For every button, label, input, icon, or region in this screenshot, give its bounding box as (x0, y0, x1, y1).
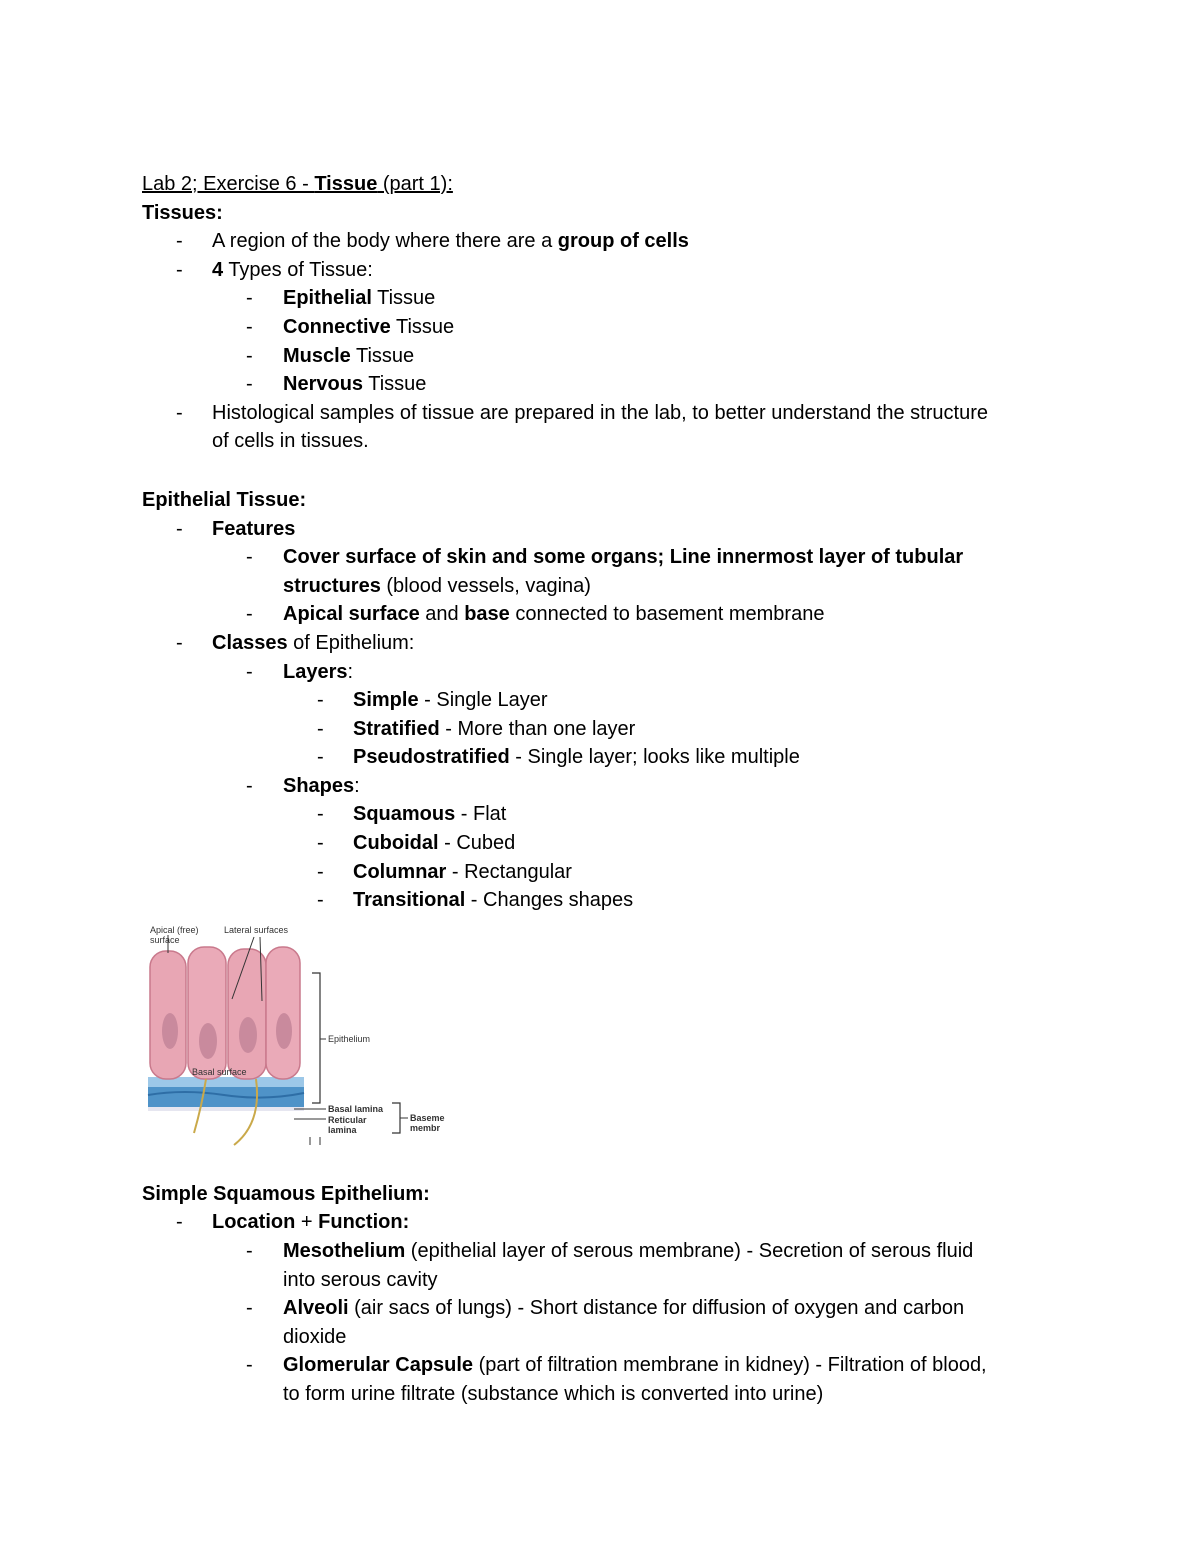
list-item-continuation: structures (blood vessels, vagina) (283, 574, 591, 597)
list-item: - Simple - Single Layer (317, 689, 548, 712)
list-item-continuation: into serous cavity (283, 1268, 438, 1291)
list-item-continuation: of cells in tissues. (212, 430, 369, 453)
list-item: - A region of the body where there are a group of cells (176, 230, 689, 253)
list-item: - Shapes: (246, 774, 360, 797)
simple-squamous-heading: Simple Squamous Epithelium: (142, 1182, 430, 1205)
list-item: - Cover surface of skin and some organs; Line innermost layer of tubular (246, 546, 964, 569)
label-basal-surface: Basal surface (192, 1066, 247, 1077)
epithelium-diagram (144, 923, 454, 1148)
tissues-heading: Tissues: (142, 201, 223, 224)
list-item: - Features (176, 517, 296, 540)
list-item: - Transitional - Changes shapes (317, 889, 634, 912)
list-item: - Muscle Tissue (246, 344, 415, 367)
label-basal-lamina: Basal lamina (328, 1103, 384, 1114)
list-item-continuation: dioxide (283, 1325, 347, 1348)
list-item: - Glomerular Capsule (part of filtration membrane in kidney) - Filtration of blood, (246, 1354, 987, 1377)
list-item: - Layers: (246, 660, 354, 683)
list-item: - Connective Tissue (246, 315, 455, 338)
document-title (142, 170, 1062, 199)
title-underlined: Lab 2; Exercise 6 - Tissue (part 1): (142, 173, 453, 195)
list-item: - 4 Types of Tissue: (176, 258, 373, 281)
list-item: - Nervous Tissue (246, 373, 427, 396)
list-item: - Mesothelium (epithelial layer of serous membrane) - Secretion of serous fluid (246, 1240, 974, 1263)
epithelial-heading: Epithelial Tissue: (142, 488, 307, 511)
list-item: - Squamous - Flat (317, 803, 507, 826)
list-item: - Histological samples of tissue are prepared in the lab, to better understand the structure (176, 401, 988, 424)
svg-text:surface: surface (150, 934, 180, 945)
epithelium-illustration (144, 923, 454, 1148)
list-item: - Cuboidal - Cubed (317, 832, 516, 855)
list-item: - Classes of Epithelium: (176, 631, 415, 654)
columnar-cells (150, 947, 300, 1079)
svg-text:membr: membr (410, 1122, 441, 1133)
label-lateral: Lateral surfaces (224, 924, 289, 935)
svg-text:lamina: lamina (328, 1124, 357, 1135)
list-item: - Location + Function: (176, 1211, 410, 1234)
list-item: - Epithelial Tissue (246, 287, 436, 310)
label-reticular: Reticular (328, 1114, 367, 1125)
list-item: - Pseudostratified - Single layer; looks like multiple (317, 746, 800, 769)
document-page (142, 170, 1062, 1409)
list-item: - Alveoli (air sacs of lungs) - Short distance for diffusion of oxygen and carbon (246, 1297, 965, 1320)
label-apical: Apical (free) (150, 924, 199, 935)
list-item-continuation: to form urine filtrate (substance which is converted into urine) (283, 1383, 824, 1405)
list-item: - Apical surface and base connected to basement membrane (246, 603, 825, 626)
label-basement: Baseme (410, 1112, 445, 1123)
label-epithelium: Epithelium (328, 1033, 371, 1044)
list-item: - Stratified - More than one layer (317, 717, 636, 740)
list-item: - Columnar - Rectangular (317, 860, 572, 883)
